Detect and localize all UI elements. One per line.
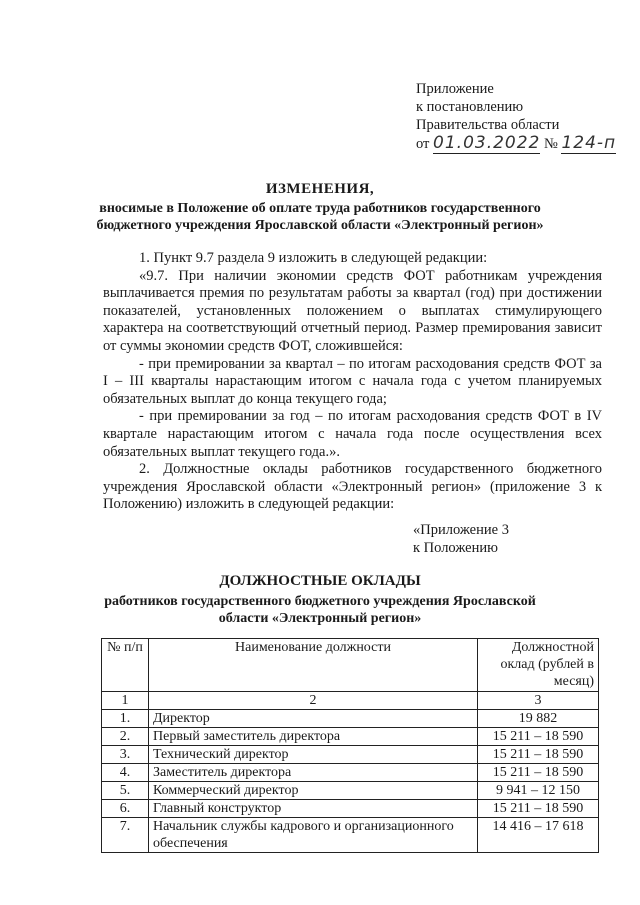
numbering-cell: 3 (478, 692, 599, 710)
paragraph-2: «9.7. При наличии экономии средств ФОТ работникам учреждения выплачивается премия по результатам работы за квартал (год) при достижении показателей, установленных положением о выплатах стимулирующего характера на соответствующий отчетный период. Размер премирования зависит от суммы экономии средств ФОТ, сложившейся: (103, 267, 602, 354)
paragraph-5: 2. Должностные оклады работников государственного бюджетного учреждения Ярославской области «Электронный регион» (приложение 3 к Положению) изложить в следующей редакции: (103, 461, 602, 513)
paragraph-4: - при премировании за год – по итогам расходования средств ФОТ в IV квартале нарастающим итогом с начала года после осуществления всех обязательных выплат текущего года.». (103, 408, 602, 460)
row-number: 1. (102, 710, 149, 728)
subtitle-line-2: бюджетного учреждения Ярославской области «Электронный регион» (96, 218, 544, 233)
row-number: 5. (102, 782, 149, 800)
header-salary: Должностной оклад (рублей в месяц) (478, 639, 599, 692)
header-number: № п/п (102, 639, 149, 692)
appendix3-block (413, 521, 509, 557)
section-subtitle-line-2: области «Электронный регион» (218, 611, 422, 626)
appendix-line-2: к постановлению (416, 99, 524, 115)
row-salary: 14 416 – 17 618 (478, 818, 599, 853)
from-label: от (416, 136, 430, 152)
row-salary: 15 211 – 18 590 (478, 728, 599, 746)
salary-table (101, 638, 599, 853)
appendix3-line-1: «Приложение 3 (413, 522, 509, 538)
row-position: Заместитель директора (149, 764, 478, 782)
table-row (102, 728, 599, 746)
header-position: Наименование должности (149, 639, 478, 692)
row-number: 3. (102, 746, 149, 764)
document-title: ИЗМЕНЕНИЯ, (265, 181, 375, 197)
row-number: 4. (102, 764, 149, 782)
section-subtitle (0, 593, 640, 627)
row-position: Начальник службы кадрового и организационного обеспечения (149, 818, 478, 853)
appendix3-line-2: к Положению (413, 540, 498, 556)
row-salary: 9 941 – 12 150 (478, 782, 599, 800)
row-position: Технический директор (149, 746, 478, 764)
body-text (103, 250, 602, 514)
section-subtitle-line-1: работников государственного бюджетного учреждения Ярославской (104, 594, 536, 609)
numbering-cell: 1 (102, 692, 149, 710)
appendix-block (416, 80, 616, 153)
row-position: Главный конструктор (149, 800, 478, 818)
table-row (102, 818, 599, 853)
row-salary: 19 882 (478, 710, 599, 728)
table-row (102, 746, 599, 764)
section-title: ДОЛЖНОСТНЫЕ ОКЛАДЫ (219, 573, 421, 589)
table-header-row (102, 639, 599, 692)
row-salary: 15 211 – 18 590 (478, 746, 599, 764)
table-row (102, 782, 599, 800)
number-label: № (544, 136, 558, 152)
appendix-line-3: Правительства области (416, 117, 560, 133)
table-row (102, 764, 599, 782)
handwritten-number: 124-п (561, 133, 617, 153)
appendix-line-1: Приложение (416, 81, 494, 97)
paragraph-3: - при премировании за квартал – по итогам расходования средств ФОТ за I – III кварталы нарастающим итогом с начала года с учетом планируемых обязательных выплат до конца текущего года; (103, 355, 602, 407)
numbering-cell: 2 (149, 692, 478, 710)
row-position: Коммерческий директор (149, 782, 478, 800)
row-number: 6. (102, 800, 149, 818)
appendix-date-line (416, 134, 616, 153)
row-salary: 15 211 – 18 590 (478, 800, 599, 818)
row-number: 7. (102, 818, 149, 853)
table-row (102, 710, 599, 728)
subtitle-line-1: вносимые в Положение об оплате труда работников государственного (99, 201, 541, 216)
row-salary: 15 211 – 18 590 (478, 764, 599, 782)
row-number: 2. (102, 728, 149, 746)
row-position: Первый заместитель директора (149, 728, 478, 746)
paragraph-1: 1. Пункт 9.7 раздела 9 изложить в следующей редакции: (139, 250, 488, 266)
handwritten-date: 01.03.2022 (433, 133, 541, 153)
document-subtitle (0, 200, 640, 234)
table-numbering-row (102, 692, 599, 710)
table-row (102, 800, 599, 818)
row-position: Директор (149, 710, 478, 728)
